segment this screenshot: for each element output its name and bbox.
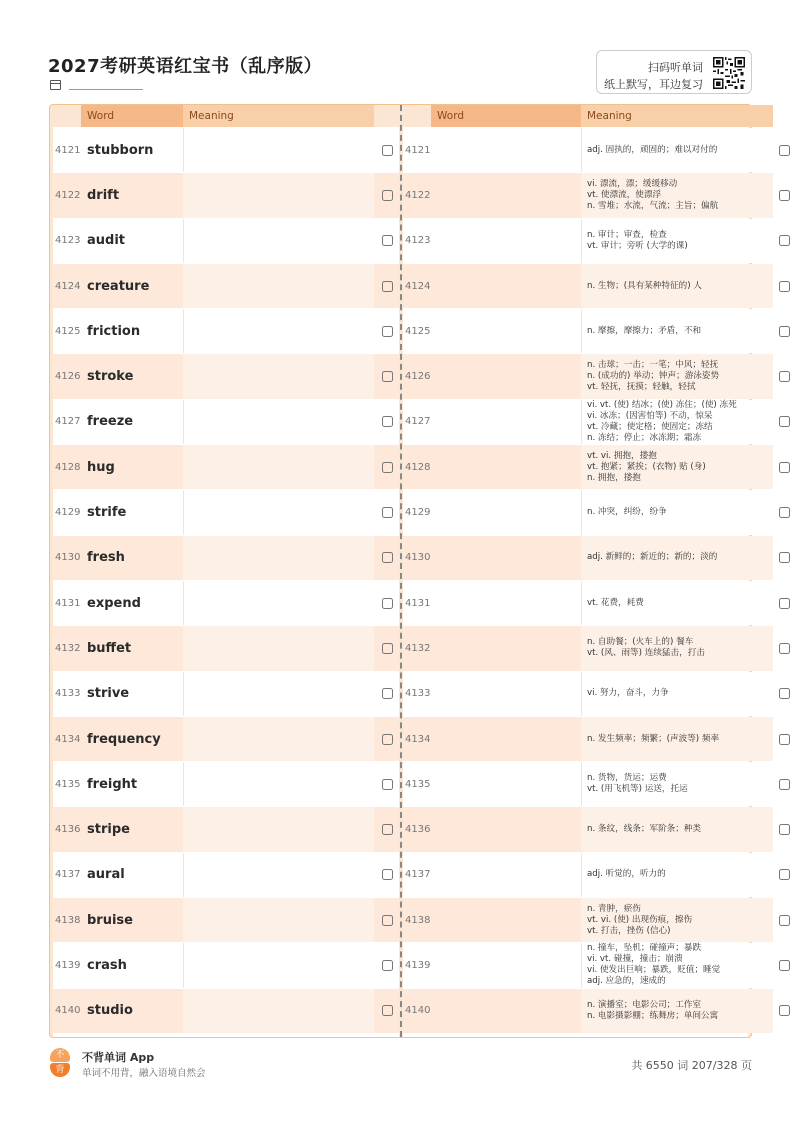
word-blank[interactable] bbox=[431, 943, 581, 987]
meaning-text bbox=[587, 762, 767, 806]
meaning-line: adj. 听觉的，听力的 bbox=[587, 869, 666, 880]
entry-number: 4131 bbox=[55, 597, 81, 609]
left-table-header bbox=[53, 105, 399, 127]
english-word: aural bbox=[87, 867, 125, 883]
table-row bbox=[403, 581, 748, 626]
english-word: strive bbox=[87, 686, 130, 702]
checkbox[interactable] bbox=[382, 688, 393, 699]
logo-bottom-glyph: 背 bbox=[50, 1063, 70, 1077]
table-row bbox=[403, 219, 748, 264]
meaning-blank[interactable] bbox=[183, 898, 374, 942]
table-row bbox=[53, 354, 399, 399]
entry-number: 4130 bbox=[55, 552, 81, 564]
meaning-line: adj. 应急的，速成的 bbox=[587, 976, 666, 987]
entry-number: 4134 bbox=[55, 733, 81, 745]
checkbox[interactable] bbox=[382, 235, 393, 246]
entry-number: 4133 bbox=[405, 688, 431, 700]
entry-number: 4121 bbox=[55, 144, 81, 156]
table-row bbox=[403, 898, 748, 943]
meaning-column-header: Meaning bbox=[183, 105, 374, 127]
meaning-blank[interactable] bbox=[183, 626, 374, 670]
table-row bbox=[403, 989, 748, 1034]
checkbox[interactable] bbox=[779, 960, 790, 971]
meaning-line: n. 击球；一击；一笔；中风；轻抚 bbox=[587, 360, 719, 371]
english-word: freeze bbox=[87, 414, 134, 430]
checkbox[interactable] bbox=[779, 235, 790, 246]
meaning-line: n. 自助餐；(火车上的) 餐车 bbox=[587, 637, 694, 648]
meaning-line: vi. vt. 碰撞，撞击；崩溃 bbox=[587, 954, 683, 965]
word-column-header: Word bbox=[81, 105, 183, 127]
meaning-text bbox=[587, 490, 767, 534]
entry-number: 4124 bbox=[405, 280, 431, 292]
table-row bbox=[53, 717, 399, 762]
table-row bbox=[53, 219, 399, 264]
word-column-header: Word bbox=[431, 105, 581, 127]
checkbox[interactable] bbox=[382, 824, 393, 835]
checkbox[interactable] bbox=[779, 190, 790, 201]
meaning-text bbox=[587, 128, 767, 172]
checkbox[interactable] bbox=[779, 643, 790, 654]
scan-label: 扫码听单词 bbox=[648, 61, 703, 74]
entry-number: 4139 bbox=[55, 959, 81, 971]
meaning-blank[interactable] bbox=[183, 581, 374, 625]
logo-top-glyph: 不 bbox=[50, 1048, 70, 1062]
meaning-line: vi. 冰冻；(因害怕等) 不动，惊呆 bbox=[587, 410, 713, 421]
page-title: 2027考研英语红宝书（乱序版） bbox=[48, 56, 323, 77]
checkbox[interactable] bbox=[382, 1005, 393, 1016]
english-word: friction bbox=[87, 323, 141, 339]
table-row bbox=[53, 807, 399, 852]
checkbox[interactable] bbox=[382, 416, 393, 427]
meaning-blank[interactable] bbox=[183, 445, 374, 489]
word-blank[interactable] bbox=[431, 173, 581, 217]
meaning-line: n. 审计；审查，检查 bbox=[587, 229, 667, 240]
meaning-text bbox=[587, 581, 767, 625]
entry-number: 4138 bbox=[405, 914, 431, 926]
table-row bbox=[53, 264, 399, 309]
meaning-line: n. 生物；(具有某种特征的) 人 bbox=[587, 280, 702, 291]
table-row bbox=[53, 309, 399, 354]
entry-number: 4121 bbox=[405, 144, 431, 156]
table-row bbox=[53, 762, 399, 807]
meaning-blank[interactable] bbox=[183, 989, 374, 1033]
meaning-line: n. 货物，货运；运费 bbox=[587, 773, 667, 784]
checkbox[interactable] bbox=[382, 371, 393, 382]
word-blank[interactable] bbox=[431, 309, 581, 353]
page-counter: 共 6550 词 207/328 页 bbox=[631, 1059, 752, 1072]
english-word: buffet bbox=[87, 640, 132, 656]
checkbox[interactable] bbox=[382, 190, 393, 201]
entry-number: 4137 bbox=[55, 869, 81, 881]
entry-number: 4139 bbox=[405, 959, 431, 971]
meaning-blank[interactable] bbox=[183, 672, 374, 716]
checkbox[interactable] bbox=[779, 507, 790, 518]
table-row bbox=[403, 400, 748, 445]
english-word: freight bbox=[87, 776, 138, 792]
right-column-panel bbox=[403, 105, 748, 1037]
checkbox[interactable] bbox=[779, 779, 790, 790]
date-blank-line bbox=[69, 80, 143, 90]
meaning-line: vt. (风、雨等) 连续猛击，打击 bbox=[587, 648, 705, 659]
entry-number: 4122 bbox=[405, 189, 431, 201]
english-word: drift bbox=[87, 187, 120, 203]
checkbox[interactable] bbox=[382, 326, 393, 337]
calendar-icon bbox=[50, 80, 61, 90]
meaning-text bbox=[587, 807, 767, 851]
word-blank[interactable] bbox=[431, 400, 581, 444]
english-word: stroke bbox=[87, 369, 134, 385]
checkbox[interactable] bbox=[779, 734, 790, 745]
word-blank[interactable] bbox=[431, 128, 581, 172]
table-row bbox=[53, 173, 399, 218]
table-row bbox=[403, 128, 748, 173]
word-blank[interactable] bbox=[431, 807, 581, 851]
entry-number: 4122 bbox=[55, 189, 81, 201]
checkbox[interactable] bbox=[779, 552, 790, 563]
checkbox[interactable] bbox=[382, 960, 393, 971]
entry-number: 4131 bbox=[405, 597, 431, 609]
word-blank[interactable] bbox=[431, 490, 581, 534]
checkbox[interactable] bbox=[382, 145, 393, 156]
right-rows bbox=[403, 128, 748, 1034]
meaning-text bbox=[587, 626, 767, 670]
meaning-line: n. 撞车，坠机；碰撞声；暴跌 bbox=[587, 943, 702, 954]
table-row bbox=[403, 717, 748, 762]
checkbox[interactable] bbox=[382, 779, 393, 790]
entry-number: 4125 bbox=[405, 325, 431, 337]
meaning-line: n. 发生频率；频繁；(声波等) 频率 bbox=[587, 733, 720, 744]
vocabulary-table bbox=[49, 104, 752, 1038]
entry-number: 4125 bbox=[55, 325, 81, 337]
entry-number: 4128 bbox=[55, 461, 81, 473]
table-row bbox=[403, 354, 748, 399]
meaning-blank[interactable] bbox=[183, 536, 374, 580]
meaning-line: n. 摩擦，摩擦力；矛盾，不和 bbox=[587, 325, 702, 336]
meaning-text bbox=[587, 717, 767, 761]
table-row bbox=[403, 943, 748, 988]
word-blank[interactable] bbox=[431, 581, 581, 625]
entry-number: 4124 bbox=[55, 280, 81, 292]
meaning-line: vt. 花费，耗费 bbox=[587, 597, 644, 608]
table-row bbox=[403, 626, 748, 671]
table-row bbox=[53, 581, 399, 626]
table-row bbox=[403, 264, 748, 309]
entry-number: 4126 bbox=[55, 371, 81, 383]
checkbox[interactable] bbox=[779, 598, 790, 609]
entry-number: 4135 bbox=[405, 778, 431, 790]
entry-number: 4127 bbox=[55, 416, 81, 428]
meaning-text bbox=[587, 309, 767, 353]
entry-number: 4132 bbox=[55, 642, 81, 654]
app-slogan: 单词不用背，融入语境自然会 bbox=[82, 1068, 206, 1079]
meaning-line: vt. 冷藏；使定格；使固定；冻结 bbox=[587, 421, 713, 432]
meaning-column-header: Meaning bbox=[581, 105, 773, 127]
meaning-line: n. 冲突，纠纷，纷争 bbox=[587, 507, 667, 518]
english-word: expend bbox=[87, 595, 141, 611]
word-blank[interactable] bbox=[431, 264, 581, 308]
meaning-text bbox=[587, 400, 767, 444]
table-row bbox=[53, 853, 399, 898]
meaning-blank[interactable] bbox=[183, 490, 374, 534]
meaning-line: vt. vi. 拥抱，搂抱 bbox=[587, 450, 657, 461]
meaning-line: n. 电影摄影棚；练舞房；单间公寓 bbox=[587, 1010, 719, 1021]
english-word: frequency bbox=[87, 731, 161, 747]
table-row bbox=[53, 536, 399, 581]
meaning-line: vi. vt. (使) 结冰；(使) 冻住；(使) 冻死 bbox=[587, 399, 737, 410]
meaning-text bbox=[587, 354, 767, 398]
entry-number: 4137 bbox=[405, 869, 431, 881]
meaning-text bbox=[587, 989, 767, 1033]
meaning-line: vt. 打击，挫伤 (信心) bbox=[587, 925, 671, 936]
checkbox[interactable] bbox=[779, 688, 790, 699]
meaning-blank[interactable] bbox=[183, 354, 374, 398]
meaning-line: n. 青肿，瘀伤 bbox=[587, 903, 641, 914]
checkbox[interactable] bbox=[382, 281, 393, 292]
checkbox[interactable] bbox=[382, 915, 393, 926]
entry-number: 4133 bbox=[55, 688, 81, 700]
checkbox[interactable] bbox=[382, 869, 393, 880]
table-row bbox=[53, 445, 399, 490]
english-word: stubborn bbox=[87, 142, 154, 158]
english-word: studio bbox=[87, 1003, 133, 1019]
checkbox[interactable] bbox=[779, 915, 790, 926]
english-word: hug bbox=[87, 459, 115, 475]
meaning-text bbox=[587, 536, 767, 580]
word-blank[interactable] bbox=[431, 445, 581, 489]
table-row bbox=[53, 898, 399, 943]
checkbox[interactable] bbox=[382, 734, 393, 745]
table-row bbox=[53, 490, 399, 535]
meaning-line: vi. 努力，奋斗，力争 bbox=[587, 688, 669, 699]
word-blank[interactable] bbox=[431, 536, 581, 580]
table-row bbox=[53, 626, 399, 671]
english-word: stripe bbox=[87, 822, 130, 838]
table-row bbox=[403, 762, 748, 807]
english-word: fresh bbox=[87, 550, 125, 566]
meaning-text bbox=[587, 264, 767, 308]
table-row bbox=[403, 672, 748, 717]
meaning-blank[interactable] bbox=[183, 219, 374, 263]
meaning-blank[interactable] bbox=[183, 762, 374, 806]
meaning-line: vt. vi. (使) 出现伤痕，擦伤 bbox=[587, 914, 693, 925]
table-row bbox=[403, 536, 748, 581]
meaning-line: adj. 新鲜的；新近的；新的；淡的 bbox=[587, 552, 718, 563]
table-row bbox=[403, 309, 748, 354]
meaning-line: n. 条纹，线条；军阶条；种类 bbox=[587, 824, 702, 835]
checkbox[interactable] bbox=[382, 598, 393, 609]
english-word: crash bbox=[87, 957, 127, 973]
word-blank[interactable] bbox=[431, 717, 581, 761]
word-blank[interactable] bbox=[431, 989, 581, 1033]
table-row bbox=[403, 490, 748, 535]
word-blank[interactable] bbox=[431, 219, 581, 263]
checkbox[interactable] bbox=[382, 552, 393, 563]
meaning-line: adj. 固执的，顽固的；难以对付的 bbox=[587, 144, 718, 155]
entry-number: 4129 bbox=[405, 507, 431, 519]
meaning-text bbox=[587, 853, 767, 897]
checkbox[interactable] bbox=[382, 643, 393, 654]
checkbox[interactable] bbox=[779, 145, 790, 156]
entry-number: 4128 bbox=[405, 461, 431, 473]
entry-number: 4136 bbox=[55, 824, 81, 836]
entry-number: 4140 bbox=[55, 1005, 81, 1017]
word-blank[interactable] bbox=[431, 853, 581, 897]
scan-hint: 纸上默写，耳边复习 bbox=[604, 78, 703, 91]
meaning-text bbox=[587, 672, 767, 716]
checkbox[interactable] bbox=[779, 371, 790, 382]
english-word: creature bbox=[87, 278, 150, 294]
entry-number: 4136 bbox=[405, 824, 431, 836]
right-table-header bbox=[403, 105, 748, 127]
table-row bbox=[53, 943, 399, 988]
word-blank[interactable] bbox=[431, 762, 581, 806]
entry-number: 4126 bbox=[405, 371, 431, 383]
checkbox[interactable] bbox=[382, 462, 393, 473]
meaning-text bbox=[587, 445, 767, 489]
meaning-line: n. 冻结；停止；冰冻期；霜冻 bbox=[587, 432, 702, 443]
meaning-blank[interactable] bbox=[183, 807, 374, 851]
meaning-blank[interactable] bbox=[183, 309, 374, 353]
meaning-line: vt. (用飞机等) 运送，托运 bbox=[587, 784, 688, 795]
entry-number: 4135 bbox=[55, 778, 81, 790]
meaning-line: n. (成功的) 举动；钟声；游泳姿势 bbox=[587, 371, 720, 382]
left-column-panel bbox=[53, 105, 399, 1037]
checkbox[interactable] bbox=[779, 869, 790, 880]
table-row bbox=[53, 989, 399, 1034]
date-field bbox=[50, 80, 143, 90]
meaning-line: vi. 漂流，漂；缓缓移动 bbox=[587, 178, 678, 189]
checkbox[interactable] bbox=[382, 507, 393, 518]
meaning-line: vt. 审计；旁听 (大学的课) bbox=[587, 240, 688, 251]
meaning-blank[interactable] bbox=[183, 128, 374, 172]
entry-number: 4132 bbox=[405, 642, 431, 654]
meaning-blank[interactable] bbox=[183, 943, 374, 987]
meaning-text bbox=[587, 943, 767, 987]
checkbox[interactable] bbox=[779, 326, 790, 337]
checkbox[interactable] bbox=[779, 824, 790, 835]
meaning-blank[interactable] bbox=[183, 717, 374, 761]
meaning-line: vi. 使发出巨响；暴跌，贬值；睡觉 bbox=[587, 965, 721, 976]
checkbox[interactable] bbox=[779, 1005, 790, 1016]
english-word: bruise bbox=[87, 912, 133, 928]
meaning-line: n. 雪堆；水流，气流；主旨；偏航 bbox=[587, 200, 719, 211]
table-row bbox=[403, 807, 748, 852]
table-row bbox=[53, 400, 399, 445]
entry-number: 4129 bbox=[55, 507, 81, 519]
english-word: strife bbox=[87, 505, 127, 521]
entry-number: 4140 bbox=[405, 1005, 431, 1017]
meaning-blank[interactable] bbox=[183, 173, 374, 217]
meaning-line: vt. 使漂流，使漂浮 bbox=[587, 189, 662, 200]
entry-number: 4123 bbox=[55, 235, 81, 247]
entry-number: 4134 bbox=[405, 733, 431, 745]
checkbox[interactable] bbox=[779, 281, 790, 292]
meaning-blank[interactable] bbox=[183, 853, 374, 897]
entry-number: 4130 bbox=[405, 552, 431, 564]
meaning-text bbox=[587, 219, 767, 263]
word-blank[interactable] bbox=[431, 672, 581, 716]
app-name: 不背单词 App bbox=[82, 1051, 155, 1064]
entry-number: 4127 bbox=[405, 416, 431, 428]
checkbox[interactable] bbox=[779, 462, 790, 473]
word-blank[interactable] bbox=[431, 898, 581, 942]
table-row bbox=[403, 173, 748, 218]
meaning-blank[interactable] bbox=[183, 400, 374, 444]
table-row bbox=[403, 445, 748, 490]
meaning-line: vt. 抱紧；紧挨；(衣物) 贴 (身) bbox=[587, 461, 706, 472]
qr-code-icon[interactable] bbox=[713, 57, 745, 89]
meaning-blank[interactable] bbox=[183, 264, 374, 308]
fold-divider bbox=[400, 105, 402, 1037]
entry-number: 4138 bbox=[55, 914, 81, 926]
scan-qr-panel[interactable] bbox=[596, 50, 752, 94]
meaning-line: n. 演播室；电影公司；工作室 bbox=[587, 999, 702, 1010]
word-blank[interactable] bbox=[431, 354, 581, 398]
entry-number: 4123 bbox=[405, 235, 431, 247]
english-word: audit bbox=[87, 233, 126, 249]
word-blank[interactable] bbox=[431, 626, 581, 670]
app-logo bbox=[50, 1048, 72, 1076]
table-row bbox=[403, 853, 748, 898]
meaning-line: vt. 轻抚，抚摸；轻触，轻拭 bbox=[587, 382, 696, 393]
meaning-text bbox=[587, 173, 767, 217]
table-row bbox=[53, 128, 399, 173]
meaning-text bbox=[587, 898, 767, 942]
left-rows bbox=[53, 128, 399, 1034]
table-row bbox=[53, 672, 399, 717]
meaning-line: n. 拥抱，搂抱 bbox=[587, 472, 641, 483]
checkbox[interactable] bbox=[779, 416, 790, 427]
